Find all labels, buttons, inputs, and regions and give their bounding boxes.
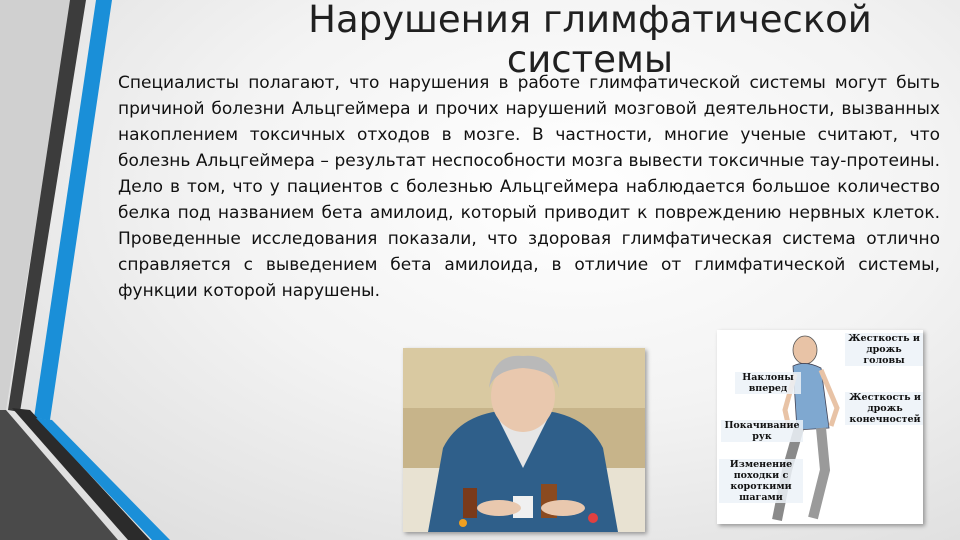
label-hand-rocking: Покачивание рук xyxy=(721,420,803,442)
slide-title: Нарушения глимфатической системы xyxy=(308,0,872,81)
elderly-woman-photo xyxy=(403,348,645,532)
label-gait-change: Изменение походки с короткими шагами xyxy=(719,459,803,503)
parkinson-symptoms-illustration xyxy=(717,330,923,524)
label-lean-forward: Наклоны вперед xyxy=(735,372,801,394)
slide-body-text: Специалисты полагают, что нарушения в работе глимфатической системы могут быть причиной болезни Альцгеймера и прочих нарушений мозговой деятельности, вызванных накоплением токсичных отходов в мозге. В частности, многие ученые считают, что болезнь Альцгеймера – результат неспособности мозга вывести токсичные тау-протеины. Дело в том, что у пациентов с болезнью Альцгеймера наблюдается большое количество белка под названием бета амилоид, который приводит к повреждению нервных клеток. Проведенные исследования показали, что здоровая глимфатическая система отлично справляется с выведением бета амилоида, в отличие от глимфатической системы, функции которой нарушены. xyxy=(118,73,940,301)
label-limb-tremor: Жесткость и дрожь конечностей xyxy=(845,392,923,425)
label-head-tremor: Жесткость и дрожь головы xyxy=(845,333,923,366)
